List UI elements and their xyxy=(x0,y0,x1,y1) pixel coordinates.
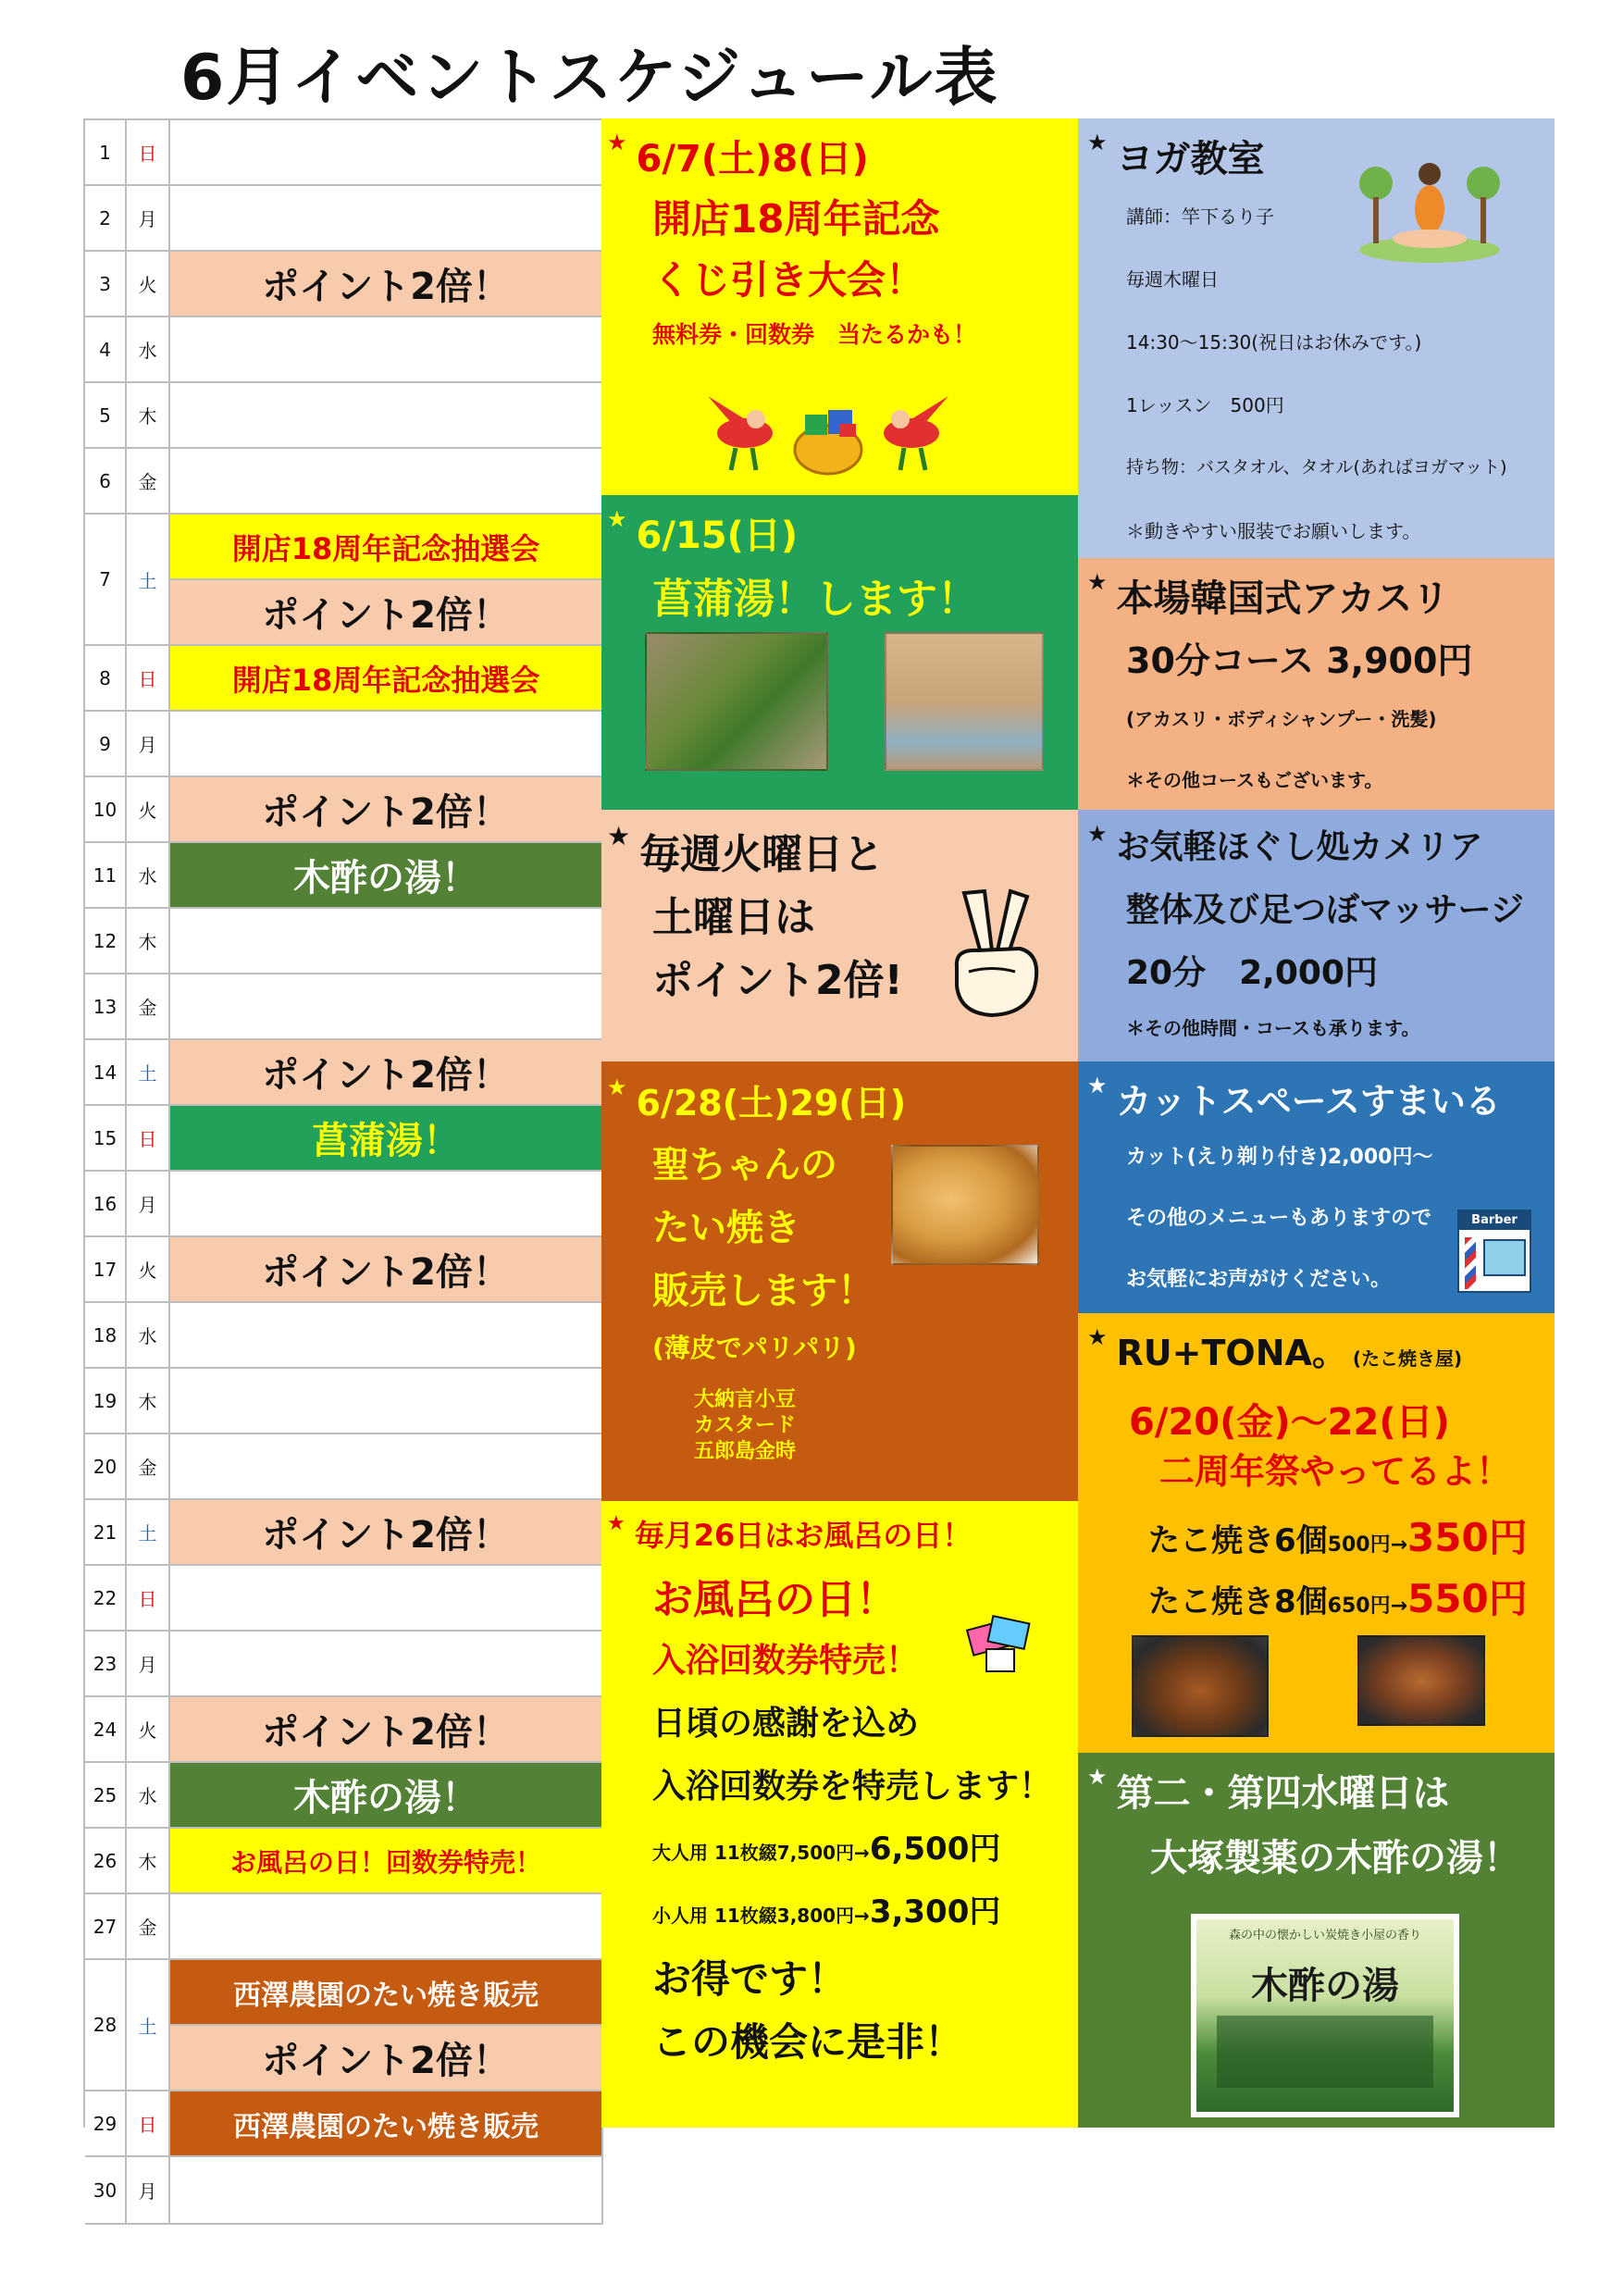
ofuro-child-label: 小人用 11枚綴3,800円→ xyxy=(652,1905,870,1927)
event-empty xyxy=(170,1566,603,1630)
day-of-week: 日 xyxy=(127,1566,170,1630)
cut-line2: その他のメニューもありますので xyxy=(1126,1207,1432,1230)
day-number: 16 xyxy=(85,1172,127,1235)
star-icon: ★ xyxy=(607,506,627,532)
day-of-week: 日 xyxy=(127,1106,170,1170)
event-point: ポイント2倍！ xyxy=(170,1697,603,1761)
event-point: ポイント2倍！ xyxy=(170,1500,603,1564)
yoga-time: 14:30～15:30(祝日はお休みです。) xyxy=(1126,331,1422,354)
yoga-price: 1レッスン 500円 xyxy=(1126,394,1284,416)
calendar-row xyxy=(85,777,603,843)
day-number: 9 xyxy=(85,712,127,776)
calendar-row xyxy=(85,1237,603,1303)
event-empty xyxy=(170,1303,603,1367)
taiyaki-flavor3: 五郎島金時 xyxy=(694,1440,797,1463)
yoga-note: ＊動きやすい服装でお願いします。 xyxy=(1126,520,1421,542)
tona-date: 6/20(金)～22(日) xyxy=(1129,1401,1450,1444)
tona-p1-new: 350円 xyxy=(1407,1515,1528,1560)
day-number: 19 xyxy=(85,1369,127,1433)
event-mokusaku: 木酢の湯！ xyxy=(170,1763,603,1827)
point-line1: 毎週火曜日と xyxy=(639,831,885,878)
star-icon: ★ xyxy=(607,821,631,851)
calendar-row xyxy=(85,317,603,383)
taiyaki-flavor2: カスタード xyxy=(694,1414,797,1437)
day-of-week: 月 xyxy=(127,712,170,776)
day-of-week: 火 xyxy=(127,252,170,316)
event-empty xyxy=(170,186,603,250)
calendar-row xyxy=(85,1172,603,1237)
camellia-line1: 整体及び足つぼマッサージ xyxy=(1126,891,1524,929)
day-of-week: 日 xyxy=(127,2091,170,2155)
calendar-row xyxy=(85,515,603,646)
camellia-title: お気軽ほぐし処カメリア xyxy=(1116,828,1483,866)
panel-anniversary xyxy=(601,118,1078,495)
day-of-week: 金 xyxy=(127,1434,170,1498)
yoga-items: 持ち物：バスタオル、タオル(あればヨガマット) xyxy=(1126,457,1507,478)
taiyaki-line1: 聖ちゃんの xyxy=(652,1144,837,1186)
day-number: 25 xyxy=(85,1763,127,1827)
day-number: 21 xyxy=(85,1500,127,1564)
camellia-line2: 20分 2,000円 xyxy=(1126,954,1378,992)
event-empty xyxy=(170,909,603,973)
star-icon: ★ xyxy=(607,130,627,155)
star-icon: ★ xyxy=(1087,1764,1108,1790)
calendar-row xyxy=(85,712,603,777)
event-shobu: 菖蒲湯！ xyxy=(170,1106,603,1170)
taiyaki-photo xyxy=(891,1145,1039,1265)
ofuro-child-price: 3,300円 xyxy=(869,1893,1001,1930)
day-of-week: 水 xyxy=(127,1303,170,1367)
day-number: 5 xyxy=(85,383,127,447)
panel-tona xyxy=(1078,1313,1555,1753)
event-taiyaki: 西澤農園のたい焼き販売 xyxy=(170,2091,603,2155)
event-empty xyxy=(170,712,603,776)
calendar-row xyxy=(85,1763,603,1829)
day-number: 7 xyxy=(85,515,127,644)
event-point: ポイント2倍！ xyxy=(170,1040,603,1104)
event-point: ポイント2倍！ xyxy=(170,777,603,841)
day-of-week: 金 xyxy=(127,1894,170,1958)
day-of-week: 土 xyxy=(127,515,170,644)
day-of-week: 日 xyxy=(127,646,170,710)
day-number: 29 xyxy=(85,2091,127,2155)
calendar-row xyxy=(85,383,603,449)
shobu-date: 6/15(日) xyxy=(636,515,799,557)
tona-p2-new: 550円 xyxy=(1407,1576,1528,1621)
tona-p1-label: たこ焼き6個 xyxy=(1148,1522,1328,1559)
shobu-leaves-photo xyxy=(645,632,828,771)
day-number: 23 xyxy=(85,1632,127,1695)
point-line3: ポイント2倍! xyxy=(652,957,903,1004)
day-number: 6 xyxy=(85,449,127,513)
event-empty xyxy=(170,1632,603,1695)
day-of-week: 金 xyxy=(127,974,170,1038)
star-icon: ★ xyxy=(1087,821,1108,847)
peace-hand-icon xyxy=(936,884,1047,1023)
day-of-week: 水 xyxy=(127,1763,170,1827)
day-of-week: 水 xyxy=(127,843,170,907)
ofuro-line1: お風呂の日！ xyxy=(652,1576,897,1623)
day-number: 17 xyxy=(85,1237,127,1301)
event-empty xyxy=(170,120,603,184)
calendar-row xyxy=(85,1632,603,1697)
day-number: 27 xyxy=(85,1894,127,1958)
day-of-week: 火 xyxy=(127,777,170,841)
calendar-row xyxy=(85,449,603,515)
ofuro-line3: 日頃の感謝を込め xyxy=(652,1705,920,1743)
day-of-week: 月 xyxy=(127,186,170,250)
poster-top-text: 森の中の懐かしい炭焼き小屋の香り xyxy=(1228,1929,1421,1942)
day-of-week: 木 xyxy=(127,383,170,447)
panel-yoga xyxy=(1078,118,1555,558)
day-number: 20 xyxy=(85,1434,127,1498)
ofuro-adult-label: 大人用 11枚綴7,500円→ xyxy=(652,1842,870,1864)
star-icon: ★ xyxy=(607,1074,627,1100)
day-of-week: 土 xyxy=(127,1960,170,2090)
event-ofuro: お風呂の日！回数券特売！ xyxy=(170,1829,603,1893)
cut-line1: カット(えり剃り付き)2,000円～ xyxy=(1126,1146,1433,1169)
cut-line3: お気軽にお声がけください。 xyxy=(1126,1268,1392,1291)
mokusaku-poster xyxy=(1191,1914,1459,2117)
calendar-row xyxy=(85,974,603,1040)
event-empty xyxy=(170,449,603,513)
star-icon: ★ xyxy=(607,1512,626,1535)
calendar-row xyxy=(85,843,603,909)
event-point: ポイント2倍！ xyxy=(170,580,603,644)
tona-p2-label: たこ焼き8個 xyxy=(1148,1583,1328,1620)
event-mokusaku: 木酢の湯！ xyxy=(170,843,603,907)
day-number: 3 xyxy=(85,252,127,316)
star-icon: ★ xyxy=(1087,1324,1108,1350)
barber-sign: Barber xyxy=(1459,1211,1530,1230)
akasuri-course: 30分コース 3,900円 xyxy=(1126,640,1473,681)
calendar-row xyxy=(85,1894,603,1960)
anniv-line3: 無料券・回数券 当たるかも！ xyxy=(652,321,977,348)
day-of-week: 月 xyxy=(127,1632,170,1695)
day-of-week: 火 xyxy=(127,1237,170,1301)
event-empty xyxy=(170,1172,603,1235)
day-of-week: 月 xyxy=(127,2157,170,2223)
panel-ofuro xyxy=(601,1501,1078,2128)
point-line2: 土曜日は xyxy=(652,894,815,941)
calendar-row xyxy=(85,1829,603,1894)
anniv-date: 6/7(土)8(日) xyxy=(636,138,869,180)
tickets-icon xyxy=(962,1612,1036,1677)
calendar-row xyxy=(85,1960,603,2091)
taiyaki-line2: たい焼き xyxy=(652,1207,800,1249)
day-number: 13 xyxy=(85,974,127,1038)
day-number: 8 xyxy=(85,646,127,710)
day-number: 26 xyxy=(85,1829,127,1893)
taiyaki-flavor1: 大納言小豆 xyxy=(694,1388,797,1411)
akasuri-detail: (アカスリ・ボディシャンプー・洗髪) xyxy=(1126,708,1437,730)
ofuro-line4: 入浴回数券を特売します！ xyxy=(652,1768,1053,1806)
calendar-row xyxy=(85,2157,603,2225)
page-title: 6月イベントスケジュール表 xyxy=(180,42,999,115)
day-number: 14 xyxy=(85,1040,127,1104)
camellia-note: ＊その他時間・コースも承ります。 xyxy=(1126,1017,1420,1039)
tona-title: RU+TONA。 xyxy=(1116,1333,1347,1373)
calendar-row xyxy=(85,186,603,252)
calendar-row xyxy=(85,1566,603,1632)
event-anniversary: 開店18周年記念抽選会 xyxy=(170,646,603,710)
event-point: ポイント2倍！ xyxy=(170,2026,603,2090)
moku-line2: 大塚製薬の木酢の湯！ xyxy=(1150,1837,1520,1880)
yoga-teacher: 講師：竿下るり子 xyxy=(1126,205,1274,228)
taiyaki-line3: 販売します！ xyxy=(652,1270,874,1312)
taiyaki-date: 6/28(土)29(日) xyxy=(636,1083,907,1123)
day-number: 15 xyxy=(85,1106,127,1170)
ofuro-line2: 入浴回数券特売！ xyxy=(652,1642,920,1680)
calendar-row xyxy=(85,2091,603,2157)
calendar-row xyxy=(85,252,603,317)
day-of-week: 木 xyxy=(127,909,170,973)
tona-subtitle: (たこ焼き屋) xyxy=(1352,1347,1463,1370)
day-number: 22 xyxy=(85,1566,127,1630)
moku-line1: 第二・第四水曜日は xyxy=(1116,1772,1450,1815)
day-of-week: 木 xyxy=(127,1829,170,1893)
event-empty xyxy=(170,974,603,1038)
calendar-row xyxy=(85,1040,603,1106)
day-of-week: 木 xyxy=(127,1369,170,1433)
day-number: 1 xyxy=(85,120,127,184)
day-number: 18 xyxy=(85,1303,127,1367)
ofuro-line5: お得です！ xyxy=(652,1956,848,2002)
anniv-line2: くじ引き大会！ xyxy=(652,257,925,303)
ofuro-adult-price: 6,500円 xyxy=(869,1831,1001,1868)
calendar-row xyxy=(85,1434,603,1500)
calendar-row xyxy=(85,1369,603,1434)
bath-interior-photo xyxy=(885,632,1044,771)
tona-p1-old: 500円→ xyxy=(1327,1533,1408,1557)
event-empty xyxy=(170,2157,603,2223)
poster-body-block xyxy=(1217,2016,1433,2088)
day-of-week: 土 xyxy=(127,1040,170,1104)
panel-camellia xyxy=(1078,810,1555,1061)
event-point: ポイント2倍！ xyxy=(170,1237,603,1301)
day-number: 4 xyxy=(85,317,127,381)
calendar-table xyxy=(83,118,601,2203)
panel-point xyxy=(601,810,1078,1061)
calendar-row xyxy=(85,646,603,712)
taiyaki-line4: (薄皮でパリパリ) xyxy=(652,1333,857,1363)
event-empty xyxy=(170,1894,603,1958)
panel-cut xyxy=(1078,1061,1555,1313)
akasuri-note: ＊その他コースもございます。 xyxy=(1126,769,1383,791)
anniv-line1: 開店18周年記念 xyxy=(652,196,940,242)
event-empty xyxy=(170,317,603,381)
event-taiyaki: 西澤農園のたい焼き販売 xyxy=(170,1960,603,2024)
event-empty xyxy=(170,1434,603,1498)
star-icon: ★ xyxy=(1087,1073,1108,1098)
panel-mokusaku xyxy=(1078,1753,1555,2128)
cut-title: カットスペースすまいる xyxy=(1116,1081,1501,1122)
lottery-elves-illustration xyxy=(689,378,967,479)
day-number: 11 xyxy=(85,843,127,907)
day-of-week: 土 xyxy=(127,1500,170,1564)
day-number: 28 xyxy=(85,1960,127,2090)
poster-title: 木酢の湯 xyxy=(1251,1964,1399,2007)
panel-shobu xyxy=(601,495,1078,810)
day-of-week: 水 xyxy=(127,317,170,381)
takoyaki-photo-1 xyxy=(1132,1635,1269,1737)
yoga-schedule: 毎週木曜日 xyxy=(1126,268,1219,291)
day-number: 2 xyxy=(85,186,127,250)
yoga-illustration xyxy=(1356,146,1504,267)
day-of-week: 月 xyxy=(127,1172,170,1235)
day-number: 30 xyxy=(85,2157,127,2223)
day-of-week: 日 xyxy=(127,120,170,184)
day-of-week: 火 xyxy=(127,1697,170,1761)
ofuro-line6: この機会に是非！ xyxy=(652,2019,964,2065)
star-icon: ★ xyxy=(1087,130,1108,155)
day-number: 10 xyxy=(85,777,127,841)
event-empty xyxy=(170,1369,603,1433)
calendar-row xyxy=(85,909,603,974)
event-empty xyxy=(170,383,603,447)
akasuri-title: 本場韓国式アカスリ xyxy=(1116,577,1450,620)
star-icon: ★ xyxy=(1087,569,1108,595)
calendar-row xyxy=(85,1106,603,1172)
shobu-line1: 菖蒲湯！します！ xyxy=(652,576,978,623)
event-anniversary: 開店18周年記念抽選会 xyxy=(170,515,603,578)
yoga-title: ヨガ教室 xyxy=(1116,138,1265,180)
panel-taiyaki xyxy=(601,1061,1078,1501)
calendar-row xyxy=(85,1303,603,1369)
day-number: 24 xyxy=(85,1697,127,1761)
calendar-row xyxy=(85,1697,603,1763)
event-point: ポイント2倍！ xyxy=(170,252,603,316)
panel-akasuri xyxy=(1078,558,1555,810)
day-number: 12 xyxy=(85,909,127,973)
ofuro-line0: 毎月26日はお風呂の日！ xyxy=(634,1518,973,1553)
barber-shop-icon xyxy=(1457,1210,1531,1293)
tona-p2-old: 650円→ xyxy=(1327,1595,1408,1618)
tona-line1: 二周年祭やってるよ！ xyxy=(1159,1451,1512,1492)
takoyaki-photo-2 xyxy=(1357,1635,1485,1726)
day-of-week: 金 xyxy=(127,449,170,513)
calendar-row xyxy=(85,120,603,186)
calendar-row xyxy=(85,1500,603,1566)
